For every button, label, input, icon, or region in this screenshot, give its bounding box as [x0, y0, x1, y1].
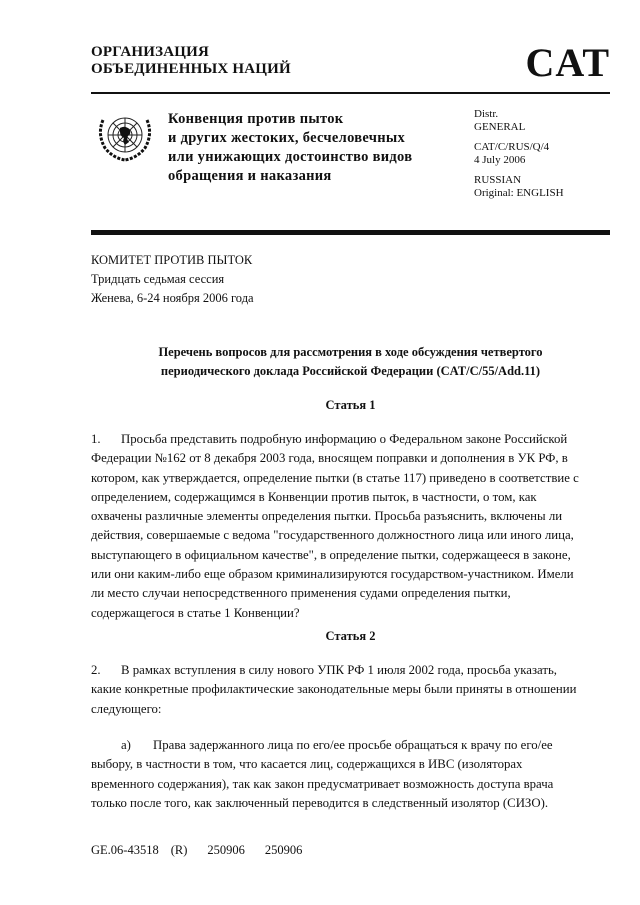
paragraph-line: определением, содержащимся в Конвенции против пыток, в частности, о том, как [91, 489, 537, 504]
page-footer [91, 843, 302, 858]
paragraph-line: следующего: [91, 701, 162, 716]
document-title [91, 343, 610, 381]
subparagraph-2a [91, 736, 553, 813]
footer-date-2: 250906 [264, 843, 303, 857]
distr-label: Distr. [474, 108, 499, 120]
subparagraph-line: выбору, в частности в том, что касается лиц, содержащихся в ИВС (изоляторах [91, 757, 523, 772]
subparagraph-label: a) [121, 738, 131, 752]
doc-symbol: CAT/C/RUS/Q/4 [474, 141, 550, 153]
convention-line-1: Конвенция против пыток [168, 111, 344, 127]
article-2-heading: Статья 2 [325, 629, 376, 643]
paragraph-line: 1. Просьба представить подробную информацию о Федеральном законе Российской [91, 430, 579, 449]
convention-line-4: обращения и наказания [168, 168, 332, 184]
committee-block [91, 251, 254, 308]
paragraph-number: 1. [91, 432, 101, 446]
job-number: GE.06-43518 [91, 843, 159, 857]
paragraph-1 [91, 430, 579, 623]
session-name: Тридцать седьмая сессия [91, 272, 225, 286]
header-rule [91, 92, 610, 94]
language-code: (R) [170, 843, 188, 857]
convention-line-2: и других жестоких, бесчеловечных [168, 130, 406, 146]
doc-original-language: Original: ENGLISH [474, 186, 564, 199]
paragraph-line: действия, совершаемые с ведома "государственного должностного лица или иного лица, [91, 528, 574, 543]
paragraph-line: ли место случаи непосредственного применения судами определения пытки, [91, 586, 511, 601]
footer-date-1: 250906 [207, 843, 245, 857]
convention-line-3: или унижающих достоинство видов [168, 149, 413, 165]
subparagraph-line: только после того, как заключенный переводится в следственный изолятор (СИЗО). [91, 795, 549, 810]
organization-name [91, 44, 291, 78]
paragraph-line: выступающего в официальном качестве", в определение пытки, содержащееся в законе, [91, 547, 571, 562]
organization-line-1: ОРГАНИЗАЦИЯ [91, 44, 210, 60]
paragraph-2 [91, 661, 576, 719]
un-emblem-icon [94, 108, 156, 168]
session-place-date: Женева, 6-24 ноября 2006 года [91, 291, 254, 305]
organization-line-2: ОБЪЕДИНЕННЫХ НАЦИЙ [91, 61, 291, 77]
paragraph-line: котором, как утверждается, определение пытки (в статье 117) приведено в соответствие с [91, 470, 579, 485]
distribution-block [474, 108, 564, 199]
committee-name: КОМИТЕТ ПРОТИВ ПЫТОК [91, 253, 253, 267]
document-symbol-large: CAT [525, 40, 610, 85]
paragraph-number: 2. [91, 663, 101, 677]
paragraph-line: какие конкретные профилактические законодательные меры были приняты в отношении [91, 682, 577, 697]
distr-value: GENERAL [474, 120, 526, 133]
paragraph-line: Федерации №162 от 8 декабря 2003 года, вносящем поправки и дополнения в УК РФ, в [91, 451, 568, 466]
article-1-heading: Статья 1 [325, 398, 376, 412]
subparagraph-line: a) Права задержанного лица по его/ее просьбе обращаться к врачу по его/ее [91, 736, 553, 755]
title-line-2: периодического доклада Российской Федерации (CAT/C/55/Add.11) [160, 364, 541, 378]
paragraph-line: или они каким-либо еще образом криминализируются государством-участником. Имели [91, 567, 574, 582]
doc-language: RUSSIAN [474, 174, 522, 186]
doc-date: 4 July 2006 [474, 153, 526, 166]
convention-title [168, 110, 412, 186]
header-thick-rule [91, 230, 610, 235]
subparagraph-line: временного содержания), так как закон предусматривает возможность доступа врача [91, 776, 554, 791]
paragraph-line: содержащегося в статье 1 Конвенции? [91, 605, 300, 620]
paragraph-line: охвачены различные элементы определения пытки. Просьба разъяснить, включены ли [91, 509, 563, 524]
paragraph-line: 2. В рамках вступления в силу нового УПК РФ 1 июля 2002 года, просьба указать, [91, 661, 576, 680]
title-line-1: Перечень вопросов для рассмотрения в ходе обсуждения четвертого [158, 345, 543, 359]
